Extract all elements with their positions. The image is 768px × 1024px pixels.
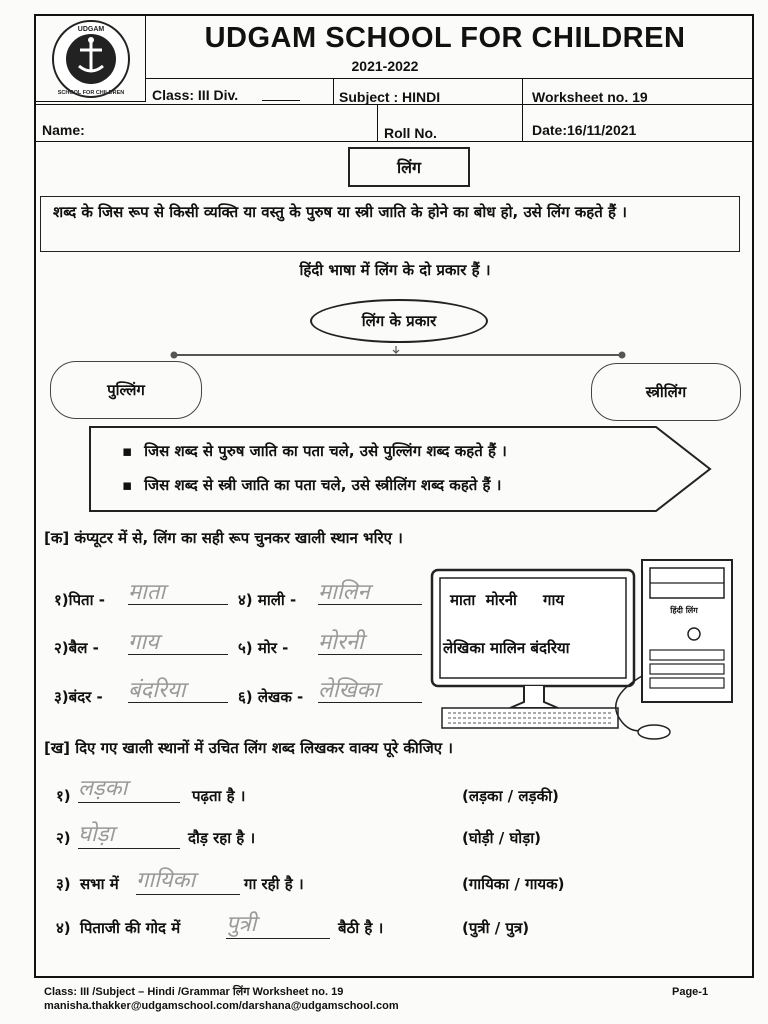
word-options: (घोड़ी / घोड़ा) xyxy=(462,829,541,847)
header-divider xyxy=(522,78,523,141)
definition-text: शब्द के जिस रूप से किसी व्यक्ति या वस्तु के पुरुष या स्त्री जाति के होने का बोध हो, उसे लिंग कहते हैं । xyxy=(53,203,627,221)
div-blank[interactable] xyxy=(262,100,300,101)
screen-word-row: लेखिका मालिन बंदरिया xyxy=(443,639,570,657)
types-connector xyxy=(160,340,640,370)
academic-year: 2021-2022 xyxy=(351,58,419,74)
word-options: (पुत्री / पुत्र) xyxy=(462,919,530,937)
sentence-number: ३) xyxy=(56,875,71,893)
answer-blank[interactable]: लड़का xyxy=(78,772,180,803)
bullet-masculine: जिस शब्द से पुरुष जाति का पता चले, उसे पुल्लिंग शब्द कहते हैं । xyxy=(144,442,507,460)
sentence-text: बैठी है । xyxy=(338,919,384,937)
date-label: Date:16/11/2021 xyxy=(532,122,637,138)
question-prompt: २)बैल - xyxy=(54,639,99,657)
topic-title: लिंग xyxy=(396,158,421,177)
footer-info: Class: III /Subject – Hindi /Grammar लिंग Worksheet no. 19 xyxy=(44,986,344,998)
logo-bottom-text: SCHOOL FOR CHILDREN xyxy=(57,90,125,96)
feminine-box xyxy=(591,363,741,421)
sentence-text: सभा में xyxy=(80,875,119,893)
logo-top-text: UDGAM xyxy=(77,26,105,33)
sentence-number: १) xyxy=(56,787,71,805)
school-name: UDGAM SCHOOL FOR CHILDREN xyxy=(204,22,686,54)
class-label: Class: III Div. xyxy=(152,87,239,103)
question-prompt: ६) लेखक - xyxy=(238,688,304,706)
answer-blank[interactable]: मालिन xyxy=(318,576,422,605)
subject-label: Subject : HINDI xyxy=(339,89,441,105)
cpu-label: हिंदी लिंग xyxy=(670,606,698,615)
name-label: Name: xyxy=(42,122,85,138)
question-prompt: ५) मोर - xyxy=(238,639,289,657)
sentence-number: २) xyxy=(56,829,71,847)
header-divider xyxy=(34,141,754,142)
topic-box xyxy=(348,147,470,187)
word-options: (गायिका / गायक) xyxy=(462,875,565,893)
word-options: (लड़का / लड़की) xyxy=(462,787,559,805)
definition-box xyxy=(40,196,740,252)
section-b-instruction: [ख] दिए गए खाली स्थानों में उचित लिंग शब्द लिखकर वाक्य पूरे कीजिए । xyxy=(44,739,453,757)
definition-arrow-box xyxy=(88,424,714,514)
question-prompt: ३)बंदर - xyxy=(54,688,103,706)
answer-blank[interactable]: गायिका xyxy=(136,864,240,895)
sentence-text: दौड़ रहा है । xyxy=(188,829,256,847)
masculine-label: पुल्लिंग xyxy=(107,381,145,399)
screen-word-row: माता मोरनी गाय xyxy=(450,591,565,609)
header-divider xyxy=(377,104,378,141)
answer-blank[interactable]: गाय xyxy=(128,626,228,655)
types-heading: लिंग के प्रकार xyxy=(361,312,437,330)
question-prompt: १)पिता - xyxy=(54,591,105,609)
roll-label: Roll No. xyxy=(384,125,437,141)
school-logo xyxy=(46,18,136,100)
bullet-item: ▪ जिस शब्द से पुरुष जाति का पता चले, उसे पुल्लिंग शब्द कहते हैं । xyxy=(122,442,507,460)
question-prompt: ४) माली - xyxy=(238,591,297,609)
sentence-text: पिताजी की गोद में xyxy=(80,919,181,937)
footer-emails: manisha.thakker@udgamschool.com/darshana@udgamschool.com xyxy=(44,1000,399,1012)
sentence-text: पढ़ता है । xyxy=(192,787,246,805)
types-intro: हिंदी भाषा में लिंग के दो प्रकार हैं । xyxy=(299,261,491,279)
header-divider xyxy=(146,78,754,79)
sentence-text: गा रही है । xyxy=(244,875,304,893)
types-heading-oval xyxy=(310,299,488,343)
answer-blank[interactable]: घोड़ा xyxy=(78,818,180,849)
feminine-label: स्त्रीलिंग xyxy=(645,383,687,401)
answer-blank[interactable]: बंदरिया xyxy=(128,674,228,703)
answer-blank[interactable]: माता xyxy=(128,576,228,605)
sentence-number: ४) xyxy=(56,919,71,937)
header-divider xyxy=(333,78,334,104)
bullet-item: ▪ जिस शब्द से स्त्री जाति का पता चले, उसे स्त्रीलिंग शब्द कहते हैं । xyxy=(122,476,502,494)
section-a-instruction: [क] कंप्यूटर में से, लिंग का सही रूप चुनकर खाली स्थान भरिए । xyxy=(44,529,403,547)
answer-blank[interactable]: लेखिका xyxy=(318,674,422,703)
bullet-feminine: जिस शब्द से स्त्री जाति का पता चले, उसे स्त्रीलिंग शब्द कहते हैं । xyxy=(144,476,502,494)
answer-blank[interactable]: मोरनी xyxy=(318,626,422,655)
masculine-box xyxy=(50,361,202,419)
page-number: Page-1 xyxy=(672,986,709,998)
answer-blank[interactable]: पुत्री xyxy=(226,908,330,939)
worksheet-label: Worksheet no. 19 xyxy=(532,89,648,105)
